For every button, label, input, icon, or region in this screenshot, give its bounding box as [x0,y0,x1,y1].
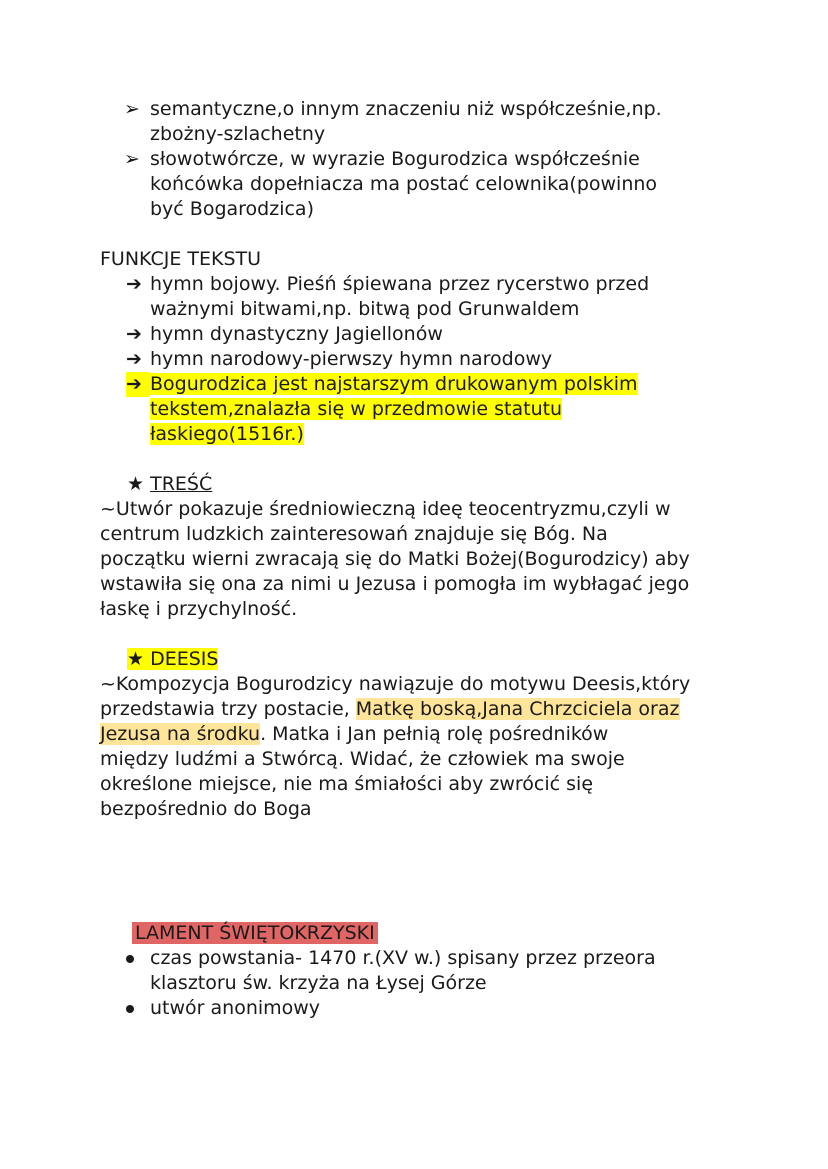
highlighted-text: Jezusa na środku [100,723,261,745]
list-item [124,147,828,222]
section-heading-text: TREŚĆ [150,473,213,495]
paragraph-line: łaskę i przychylność. [100,598,298,620]
paragraph-line: określone miejsce, nie ma śmiałości aby zwrócić się [100,773,594,795]
plain-text: przedstawia trzy postacie, [100,698,356,720]
list-item [126,322,828,347]
list-item-text: ważnymi bitwami,np. bitwą pod Grunwaldem [150,298,580,320]
paragraph-line: ~Kompozycja Bogurodzicy nawiązuje do motywu Deesis,który [100,673,691,695]
star-icon: ★ [127,473,145,495]
list-item-text: hymn bojowy. Pieśń śpiewana przez rycerstwo przed [150,273,650,295]
paragraph-line: między ludźmi a Stwórcą. Widać, że człowiek ma swoje [100,748,625,770]
list-item [150,996,828,1021]
highlighted-text: Bogurodzica jest najstarszym drukowanym polskim [150,373,638,395]
list-item [124,97,828,147]
arrow-bullet-icon: ➔ [126,323,142,345]
section-heading: FUNKCJE TEKSTU [100,248,262,270]
section-heading [132,921,828,946]
plain-text: . Matka i Jan pełnią rolę pośredników [260,723,609,745]
paragraph [100,497,828,622]
section-heading-text: LAMENT ŚWIĘTOKRZYSKI [132,922,378,944]
arrowhead-bullet-icon: ➢ [124,148,140,170]
arrow-bullet-icon: ➔ [126,273,142,295]
list-item-text: czas powstania- 1470 r.(XV w.) spisany przez przeora [150,947,656,969]
list-item [126,347,828,372]
arrow-bullet-icon: ➔ [126,372,150,397]
section-heading-text: DEESIS [150,648,219,670]
highlighted-text: łaskiego(1516r.) [150,423,304,445]
section-heading [127,647,828,672]
highlighted-text: tekstem,znalazła się w przedmowie statutu [150,398,563,420]
paragraph-line: ~Utwór pokazuje średniowieczną ideę teocentryzmu,czyli w [100,498,671,520]
list-item-text: klasztoru św. krzyża na Łysej Górze [150,972,487,994]
list-item-text: semantyczne,o innym znaczeniu niż współcześnie,np. [150,98,662,120]
bullet-icon [126,955,134,963]
list-item-text: zbożny-szlachetny [150,123,326,145]
paragraph-line [100,697,828,722]
list-item [150,946,828,996]
list-item-text: hymn narodowy-pierwszy hymn narodowy [150,348,553,370]
list-item [126,272,828,322]
arrowhead-bullet-icon: ➢ [124,98,140,120]
deesis-section [0,647,828,822]
list-item-text: utwór anonimowy [150,997,321,1019]
paragraph-line [100,722,828,747]
list-item-text: hymn dynastyczny Jagiellonów [150,323,443,345]
dialect-list [0,97,828,222]
highlighted-text: Matkę boską,Jana Chrzciciela oraz [355,698,680,720]
list-item-text: słowotwórcze, w wyrazie Bogurodzica współcześnie [150,148,640,170]
section-heading [127,472,828,497]
arrow-bullet-icon: ➔ [126,348,142,370]
functions-section [0,247,828,447]
paragraph-line: centrum ludzkich zainteresowań znajduje się Bóg. Na [100,523,608,545]
bullet-icon [126,1005,134,1013]
lament-section [0,921,828,1021]
tresc-section [0,472,828,622]
paragraph [100,672,828,822]
list-item-text: być Bogarodzica) [150,198,314,220]
highlighted-list-item [126,372,828,447]
paragraph-line: bezpośrednio do Boga [100,798,312,820]
paragraph-line: wstawiła się ona za nimi u Jezusa i pomogła im wybłagać jego [100,573,690,595]
paragraph-line: początku wierni zwracają się do Matki Bożej(Bogurodzicy) aby [100,548,690,570]
star-icon: ★ [127,648,145,670]
list-item-text: końcówka dopełniacza ma postać celownika(powinno [150,173,658,195]
